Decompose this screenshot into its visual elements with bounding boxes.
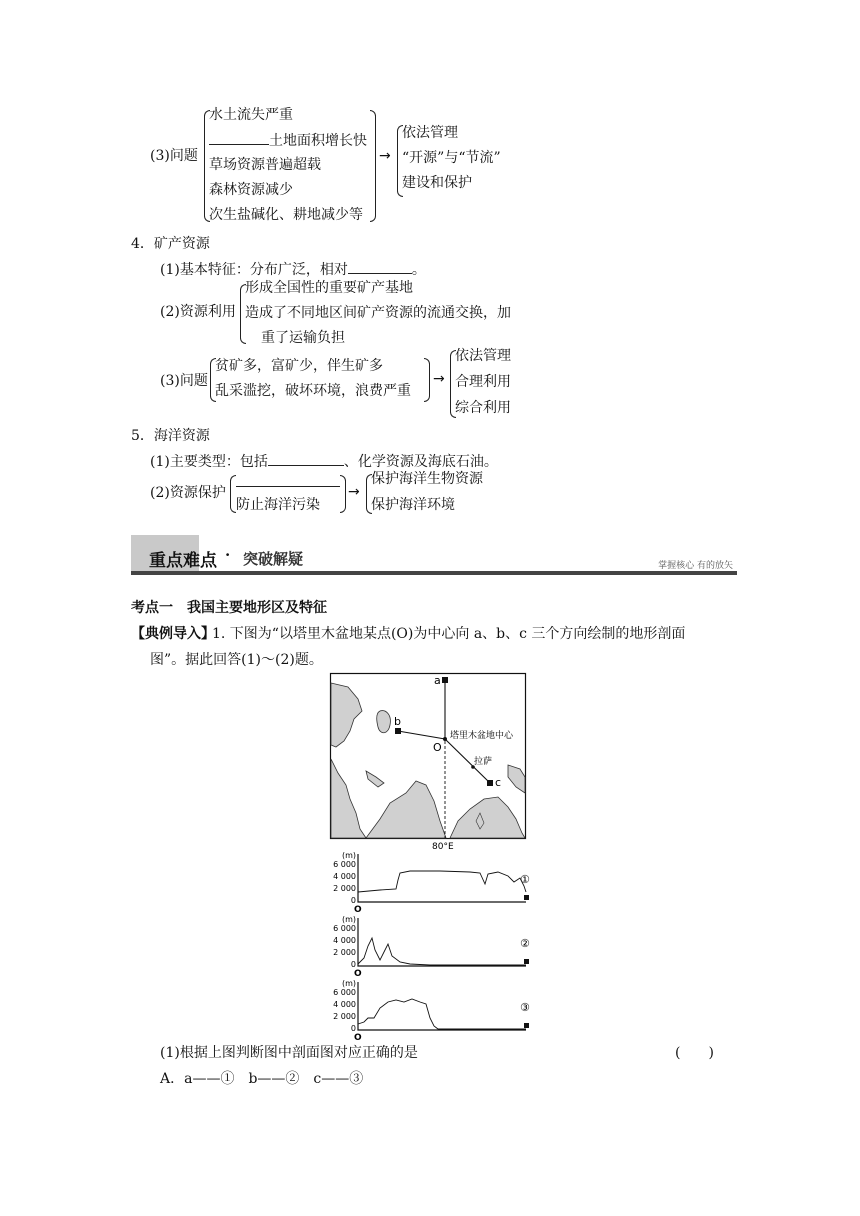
point-o-marker [443, 737, 447, 741]
list-item: 重了运输负担 [261, 330, 345, 346]
list-item: 水土流失严重 [209, 107, 293, 123]
answer-paren: ( ) [675, 1045, 714, 1061]
profile-tick-label: 6 000 [333, 860, 356, 869]
list-item: 乱采滥挖，破坏环境，浪费严重 [215, 383, 411, 399]
profile-id: ② [520, 937, 530, 950]
profile-tick-label: 6 000 [333, 988, 356, 997]
label-lhasa: 拉萨 [474, 757, 493, 767]
list-item: 保护海洋生物资源 [371, 471, 483, 487]
label-c: c [495, 776, 502, 789]
profile-tick-label: 2 000 [333, 948, 356, 957]
point-a-marker [442, 677, 448, 683]
profile-tick-label: 4 000 [333, 1000, 356, 1009]
profile-end-marker [524, 959, 529, 964]
profile-tick-label: 4 000 [333, 872, 356, 881]
profile-curve [358, 938, 526, 965]
list-item: 建设和保护 [402, 175, 472, 191]
terrain-map [330, 673, 526, 851]
profile-tick-label: 2 000 [333, 884, 356, 893]
list-item: “开源”与“节流” [402, 150, 501, 166]
problem-label: (3)问题 [150, 148, 198, 164]
profile-unit: (m) [342, 915, 357, 924]
arrow-icon: → [433, 371, 445, 387]
list-item: 依法管理 [402, 125, 458, 141]
answer-blank [236, 486, 340, 487]
profile-axis [358, 854, 526, 902]
arrow-icon: → [379, 148, 391, 164]
point-b-marker [395, 728, 401, 734]
right-brace [424, 358, 430, 402]
profile-tick-label: 2 000 [333, 1012, 356, 1021]
list-item: 森林资源减少 [209, 182, 293, 198]
option-a: A．a——① b——② c——③ [160, 1071, 364, 1087]
kaodian-heading: 考点一 我国主要地形区及特征 [131, 600, 327, 616]
question-stem: (1)根据上图判断图中剖面图对应正确的是 [160, 1045, 418, 1061]
answer-blank [268, 453, 344, 466]
use-label: (2)资源利用 [160, 304, 236, 320]
intro-line: 1. 下图为“以塔里木盆地某点(O)为中心向 a、b、c 三个方向绘制的地形剖面 [212, 626, 686, 642]
right-brace [340, 475, 346, 513]
profile-origin: O [354, 905, 362, 915]
banner-title: 重点难点 [149, 551, 217, 571]
caspian [377, 711, 391, 733]
profile-tick-label: 4 000 [333, 936, 356, 945]
right-brace [370, 110, 376, 222]
answer-blank [348, 261, 412, 274]
profile-id: ① [520, 873, 530, 886]
terrain-profiles [330, 850, 530, 1043]
profile-unit: (m) [342, 979, 357, 988]
answer-blank [209, 132, 269, 145]
list-item: 综合利用 [455, 400, 511, 416]
profile-curve [358, 999, 526, 1029]
arrow-icon: → [348, 484, 360, 500]
profile-origin: O [354, 1033, 362, 1043]
profile-axis [358, 918, 526, 966]
banner-subtitle: 突破解疑 [243, 550, 304, 568]
label-center: 塔里木盆地中心 [450, 731, 514, 741]
profile-end-marker [524, 895, 529, 900]
list-item: 形成全国性的重要矿产基地 [245, 280, 413, 296]
list-item: 防止海洋污染 [236, 497, 320, 513]
problem-label: (3)问题 [160, 373, 208, 389]
list-item: 草场资源普遍超载 [209, 157, 321, 173]
types-line: (1)主要类型：包括 、化学资源及海底石油。 [150, 454, 498, 470]
section-banner [131, 535, 737, 575]
section-heading: 4．矿产资源 [131, 236, 210, 252]
profile-panel [333, 915, 530, 979]
profile-panel [333, 979, 530, 1043]
profile-unit: (m) [342, 851, 357, 860]
profile-tick-label: 0 [350, 1024, 356, 1033]
list-item: 合理利用 [455, 374, 511, 390]
feature-line: (1)基本特征：分布广泛，相对 。 [160, 262, 426, 278]
list-item: 次生盐碱化、耕地减少等 [209, 207, 363, 223]
protect-label: (2)资源保护 [150, 485, 226, 501]
profile-end-marker [524, 1023, 529, 1028]
list-item: 土地面积增长快 [209, 132, 367, 149]
banner-bar [131, 571, 737, 575]
profile-tick-label: 0 [350, 896, 356, 905]
label-longitude: 80°E [432, 842, 454, 852]
profile-id: ③ [520, 1001, 530, 1014]
profile-panel [333, 851, 530, 915]
list-item: 依法管理 [455, 348, 511, 364]
profile-curve [358, 871, 526, 892]
list-item: 贫矿多，富矿少，伴生矿多 [215, 358, 383, 374]
label-b: b [394, 715, 401, 728]
section-heading: 5．海洋资源 [131, 428, 210, 444]
profile-origin: O [354, 969, 362, 979]
label-o: O [433, 741, 442, 754]
profile-tick-label: 6 000 [333, 924, 356, 933]
point-c-marker [487, 780, 493, 786]
banner-slogan: 掌握核心 有的放矢 [658, 561, 733, 571]
label-a: a [434, 674, 441, 687]
list-item: 造成了不同地区间矿产资源的流通交换，加 [245, 305, 511, 321]
banner-separator: · [225, 546, 231, 564]
intro-line: 图”。据此回答(1)～(2)题。 [150, 652, 323, 668]
intro-tag: 【典例导入】 [131, 626, 215, 642]
list-item: 保护海洋环境 [371, 497, 455, 513]
profile-tick-label: 0 [350, 960, 356, 969]
